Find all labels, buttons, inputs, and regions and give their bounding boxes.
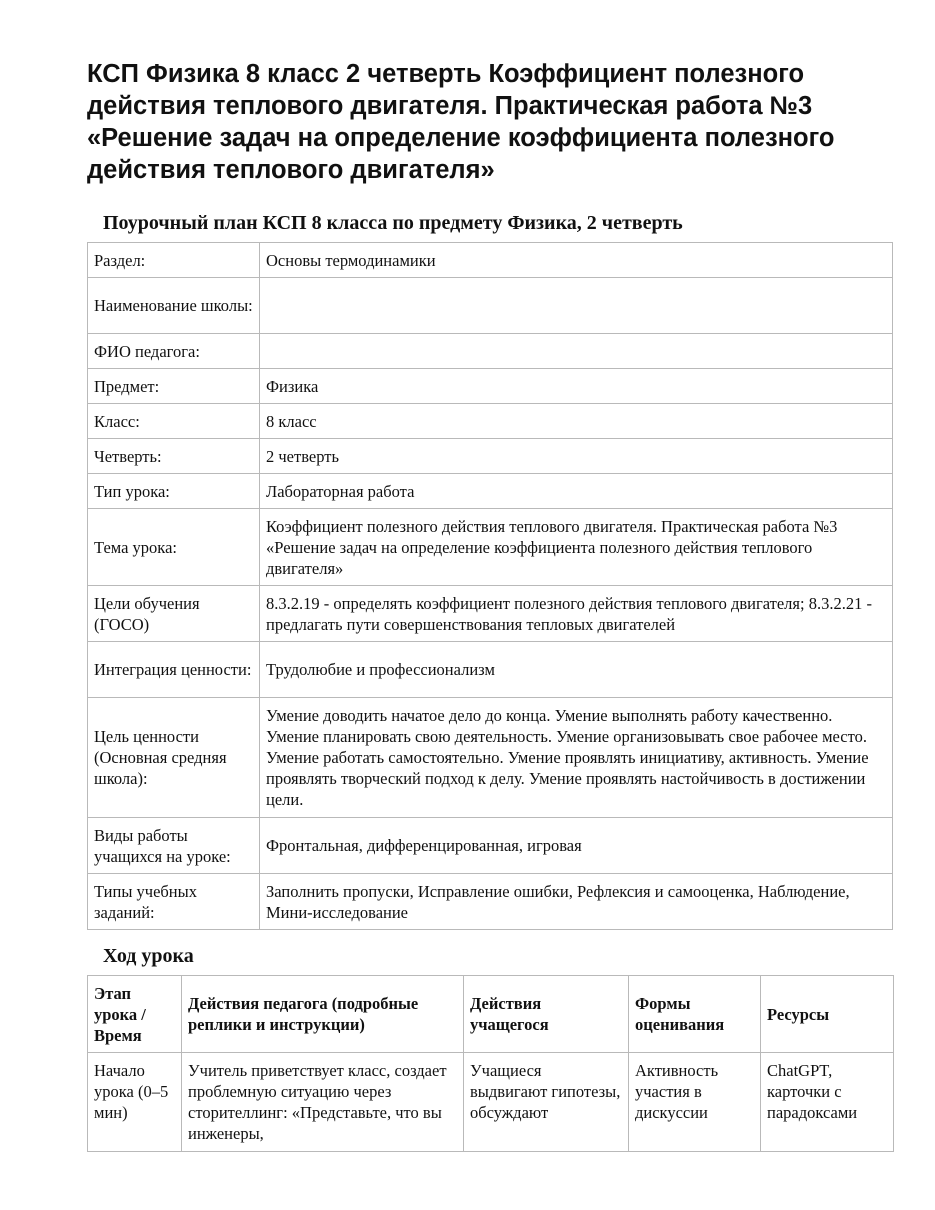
table-row bbox=[88, 334, 893, 369]
column-header-assessment: Формы оценивания bbox=[629, 976, 761, 1053]
row-label: Четверть: bbox=[88, 439, 260, 474]
row-label: Класс: bbox=[88, 404, 260, 439]
lesson-flow-table bbox=[87, 975, 894, 1152]
row-label: Раздел: bbox=[88, 243, 260, 278]
row-label: Цели обучения (ГОСО) bbox=[88, 586, 260, 642]
table-row bbox=[88, 1053, 894, 1152]
row-label: ФИО педагога: bbox=[88, 334, 260, 369]
row-value: 2 четверть bbox=[260, 439, 893, 474]
row-label: Типы учебных заданий: bbox=[88, 874, 260, 930]
row-value bbox=[260, 334, 893, 369]
table-row bbox=[88, 278, 893, 334]
row-value: Физика bbox=[260, 369, 893, 404]
table-row bbox=[88, 509, 893, 586]
resources-cell bbox=[761, 1053, 894, 1152]
table-row bbox=[88, 243, 893, 278]
row-label: Тип урока: bbox=[88, 474, 260, 509]
row-value: Трудолюбие и профессионализм bbox=[260, 642, 893, 698]
row-label: Цель ценности (Основная средняя школа): bbox=[88, 698, 260, 818]
stage-cell bbox=[88, 1053, 182, 1152]
row-label: Наименование школы: bbox=[88, 278, 260, 334]
table-row bbox=[88, 586, 893, 642]
row-value: Лабораторная работа bbox=[260, 474, 893, 509]
row-value: Основы термодинамики bbox=[260, 243, 893, 278]
stage-text: Начало урока (0–5 мин) bbox=[94, 1061, 169, 1122]
table-row bbox=[88, 818, 893, 874]
table-row bbox=[88, 698, 893, 818]
table-row bbox=[88, 369, 893, 404]
lesson-info-table bbox=[87, 242, 893, 930]
table-row bbox=[88, 439, 893, 474]
student-text: Учащиеся выдвигают гипотезы, обсуждают bbox=[470, 1061, 621, 1122]
column-header-resources: Ресурсы bbox=[761, 976, 894, 1053]
table-row bbox=[88, 874, 893, 930]
table-row bbox=[88, 474, 893, 509]
assessment-text: Активность участия в дискуссии bbox=[635, 1061, 719, 1122]
row-value: Заполнить пропуски, Исправление ошибки, Рефлексия и самооценка, Наблюдение, Мини-исследование bbox=[260, 874, 893, 930]
row-value bbox=[260, 278, 893, 334]
lesson-flow-heading: Ход урока bbox=[103, 945, 194, 967]
column-header-stage: Этап урока / Время bbox=[88, 976, 182, 1053]
table-header-row bbox=[88, 976, 894, 1053]
table-row bbox=[88, 404, 893, 439]
column-header-student: Действия учащегося bbox=[464, 976, 629, 1053]
row-value: 8 класс bbox=[260, 404, 893, 439]
column-header-teacher: Действия педагога (подробные реплики и инструкции) bbox=[182, 976, 464, 1053]
row-value: 8.3.2.19 - определять коэффициент полезного действия теплового двигателя; 8.3.2.21 - предлагать пути совершенствования тепловых двигателей bbox=[260, 586, 893, 642]
teacher-text: Учитель приветствует класс, создает проблемную ситуацию через сторителлинг: «Представьте, что вы инженеры, bbox=[188, 1061, 447, 1143]
row-value: Коэффициент полезного действия теплового двигателя. Практическая работа №3 «Решение задач на определение коэффициента полезного действия теплового двигателя» bbox=[260, 509, 893, 586]
assessment-cell bbox=[629, 1053, 761, 1152]
teacher-cell bbox=[182, 1053, 464, 1152]
plan-heading: Поурочный план КСП 8 класса по предмету Физика, 2 четверть bbox=[103, 212, 683, 234]
table-row bbox=[88, 642, 893, 698]
row-value: Фронтальная, дифференцированная, игровая bbox=[260, 818, 893, 874]
row-label: Виды работы учащихся на уроке: bbox=[88, 818, 260, 874]
resources-text: ChatGPT, карточки с парадоксами bbox=[767, 1061, 858, 1122]
student-cell bbox=[464, 1053, 629, 1152]
row-label: Предмет: bbox=[88, 369, 260, 404]
row-label: Интеграция ценности: bbox=[88, 642, 260, 698]
row-value: Умение доводить начатое дело до конца. Умение выполнять работу качественно. Умение планировать свою деятельность. Умение организовывать свое рабочее место. Умение работать самостоятельно. Умение проявлять инициативу, активность. Умение проявлять творческий подход к делу. Умение проявлять настойчивость в достижении цели. bbox=[260, 698, 893, 818]
document-title: КСП Физика 8 класс 2 четверть Коэффициент полезного действия теплового двигателя. Практическая работа №3 «Решение задач на определение коэффициента полезного действия теплового двигателя» bbox=[87, 60, 835, 184]
row-label: Тема урока: bbox=[88, 509, 260, 586]
